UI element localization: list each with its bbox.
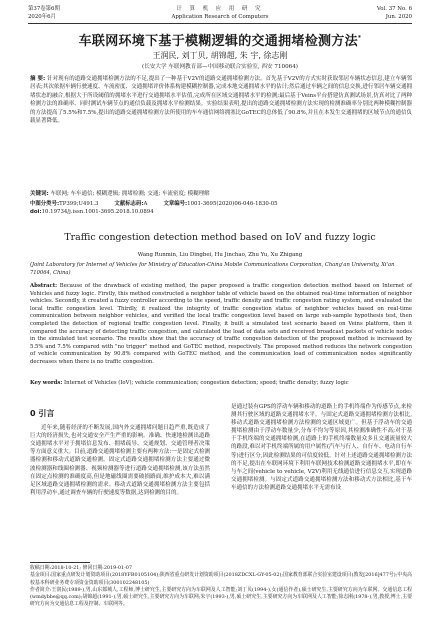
keywords-en-label: Key words: [30, 380, 63, 386]
journal-volume: Vol. 37 No. 6 Jun. 2020 [376, 6, 412, 20]
article-meta [30, 200, 412, 217]
abstract-cn-text: 针对现有的道路交通拥堵检测方法的不足,提出了一种基于V2V的道路交通拥堵检测方法。首先基于V2V的方式实时获取邻居车辆状态信息,建立车辆邻居表;其次依据车辆行驶速度、车流密度、交通拥堵评价体系构建模糊控制器,完成本地交通拥堵水平的估计;然后通过车辆之间的信息交换,进行邻居车辆交通拥堵状态的融合,根据大于所设阈值的拥堵水平进行交通拥堵水平估值,完成所在区域交通拥堵水平的检测;最后基于Veins平台搭建仿真测试场景,仿真对比了两种检测方法的准确率、同时测试车辆节点的通信负载及拥堵水平检测结果。实验结果表明,提出的道路交通拥堵检测方法实现的检测准确率分别比两种模糊控制器的方法提高了5.5%和7.5%,提出的道路交通拥堵检测方法所使用的车车通信网络拥塞比GoTEC的总体低了90.8%,并且在本发生交通拥堵的区域节点的通信负载显著降低。 [30, 76, 413, 125]
footnote-bio: 作者简介:王润民(1989-),男,山东郯城人,工程师,博士研究生,主要研究方向为车联网及人工智能;刘丁贝(1994-),女(通信作者),硕士研究生,主要研究方向为车联网、交通信息工程(wmdybbe@qq.com);胡锦超(1991-),男,硕士研究生,主要研究方向为车联网;朱宇(1993-),男,硕士研究生,主要研究方向为车联网及人工智能;徐志刚(1978-),男,教授,博士,主要研究方向为交通信息工程及控制、车联网等。 [30, 586, 412, 608]
keywords-en-text: Internet of Vehicles (IoV); vehicle communication; congestion detection; speed; traffic density; fuzzy logic [64, 380, 349, 386]
document-code: 文献标志码:A [114, 201, 148, 207]
abstract-en-label: Abstract: [30, 283, 58, 289]
body-paragraph: 近年来,随着经济的不断发展,国内外交通拥堵问题日趋严重,既造成了巨大的经济损失,也对交通安全产生严重的影响。准确、快速地检测出道路交通拥堵水平对于拥堵信息发布、拥堵疏导、交通规划、交通管理者决策等方面意义重大。目前,道路交通拥堵检测主要有两种方法:一是固定式检测器检测和移动式道路交通检测。固定式道路交通拥堵检测方法主要通过微波检测器和线圈检测器、视频检测器等进行道路交通拥堵检测,该方法虽然在固定点检测的准确度高,但是地磁线圈需要破损路面,维护成本大,难以满足区域道路交通拥堵检测的需求。移动式道路交通拥堵检测方法主要包括利用浮动车,通过调查车辆的行驶速度等数据,达到检测的目的。 [30, 425, 210, 496]
authors-cn: 王润民, 刘丁贝, 胡锦超, 朱 宇, 徐志刚 [152, 51, 288, 60]
abstract-en-text: Because of the drawback of existing method, the paper proposed a traffic congestion detection method based on Internet of Vehicles and fuzzy logic. Firstly, this method constructed a neighbor table of vehicle based on the obtained real-time information of neighbor vehicles. Secondly, it created a fuzzy controller according to the speed, traffic density and traffic congestion rating system, and evaluated the local traffic congestion level. Thirdly, it realized the integrity of traffic congestion status of neighbor vehicles based on real-time communication between neighbor vehicles, and verified the local traffic congestion level based on large sub-sample hypothesis test, then completed the detection of regional traffic congestion level. Finally, it built a simulated test scenario based on Veins platform, then it compared the accuracy of detecting traffic congestion, and calculated the load of data sets and received broadcast packets of vehicle nodes in the simulated test scenario. The results show that the accuracy of traffic congestion detection of the proposed method is increased by 5.5% and 7.5% compared with "no trigger" method and GoTEC method, respectively. The proposed method reduces the network congestion of vehicle communication by 90.8% compared with GoTEC method, and the communication load of communication nodes significantly decreases when there is no traffic congestion. [30, 283, 412, 365]
keywords-cn-text: 车联网; 车车通信; 模糊逻辑; 拥堵检测; 交通; 车流密度; 模糊理解 [50, 191, 210, 197]
footnote-fund: 基金项目:国家重点研发计划资助项目(2018YFB0105104);陕西省重点研发计划资助项目(2018ZDCXL-GY-05-02);国家教育部联合实验室建设项目(教发[2016]477号);中央高校基本科研业务费专项资金资助项目(300102248105) [30, 572, 412, 586]
footnote-received: 收稿日期:2018-10-21; 修回日期:2019-01-07 [30, 565, 133, 571]
section-heading: 0 引言 [30, 409, 55, 418]
authors-en: Wang Runmin, Liu Dingbei, Hu Jinchao, Zhu Yu, Xu Zhigang [137, 252, 303, 258]
body-paragraph: 是通过装有GPS的浮动车辆和移动的道路上的手机终端作为传感节点,来检测其行驶区域的道路交通拥堵水平。与固定式道路交通拥堵检测方法相比,移动式道路交通拥堵检测方法检测的交通区域更广。但基于浮动车的交通拥堵检测由于浮动车数量少,分布不均匀等原因,其检测准确性不高;对于基于手机终端的交通拥堵检测,在道路上的手机终端数量众多且交通流量较大的路段,难以对手机终端所属的用户属性(汽车与行人、自行车、电动自行车等)进行区分,因此检测结果的可信度较低。针对上述道路交通拥堵检测方法的不足,提出在车联网环境下利用车联网技术检测道路交通拥堵水平,即在车与车之间(vehicle to vehicle, V2V)利用无线通信进行信息交互,实现道路交通拥堵检测。与固定式道路交通拥堵检测方法和移动式方法相比,基于车车通信的方法检测道路交通拥堵水平无需布设 [231, 404, 412, 491]
doi: doi:10.19734/j.issn.1001-3695.2018.10.0894 [30, 209, 154, 216]
affiliation-cn: (长安大学 车联网教育部—中国移动联合实验室, 西安 710064) [142, 64, 298, 70]
header-rule [28, 23, 412, 24]
keywords-cn [30, 190, 412, 198]
abstract-cn [30, 75, 412, 125]
affiliation-en: (Joint Laboratory for Internet of Vehicles for Ministry of Education-China Mobile Communications Corporation, Chang'an University, Xi'an 710064, China) [30, 262, 395, 276]
clc-code: 中图分类号:TP399;U491.3 [30, 201, 99, 207]
journal-name: 计 算 机 应 用 研 究 Application Research of Computers [171, 6, 269, 20]
paper-title-en: Traffic congestion detection method based on IoV and fuzzy logic [64, 232, 376, 243]
abstract-cn-label: 摘 要: [30, 76, 46, 82]
paper-title-cn: 车联网环境下基于模糊逻辑的交通拥堵检测方法* [78, 34, 362, 49]
article-number: 文章编号:1001-3695(2020)06-046-1830-05 [163, 201, 278, 207]
journal-issue: 第37卷第6期 2020年6月 [28, 6, 60, 20]
footnote-rule [30, 562, 90, 563]
title-footnote-mark: * [357, 34, 362, 42]
footnote [30, 565, 412, 609]
keywords-cn-label: 关键词: [30, 191, 49, 197]
keywords-en [30, 380, 412, 388]
abstract-en [30, 283, 412, 367]
body-column-left [30, 410, 210, 497]
body-column-right [231, 403, 412, 492]
